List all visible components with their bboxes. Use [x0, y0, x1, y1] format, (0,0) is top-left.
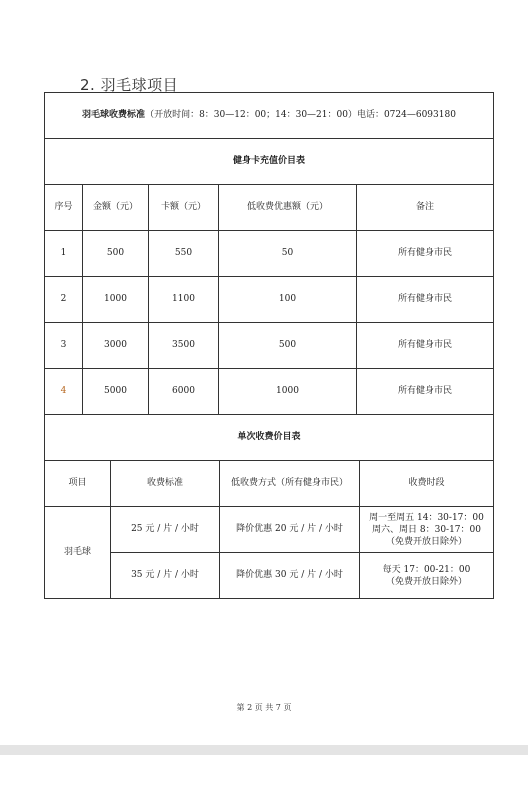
col-header-amount: 金额（元） [83, 185, 149, 231]
col-header-method: 低收费方式（所有健身市民） [220, 461, 360, 507]
fitness-card-table [44, 92, 494, 461]
row-no: 2 [45, 277, 83, 323]
charge-standard-header [45, 93, 494, 139]
table-row [45, 369, 494, 415]
row-discount: 1000 [219, 369, 357, 415]
row-amount: 500 [83, 231, 149, 277]
period-line: 每天 17：00-21：00 [382, 564, 471, 575]
table-row [45, 231, 494, 277]
row-no: 1 [45, 231, 83, 277]
next-page-top [0, 755, 528, 800]
row-note: 所有健身市民 [357, 369, 494, 415]
charge-standard: 35 元 / 片 / 小时 [111, 553, 220, 599]
col-header-card: 卡额（元） [149, 185, 219, 231]
charge-method: 降价优惠 20 元 / 片 / 小时 [220, 507, 360, 553]
row-card: 550 [149, 231, 219, 277]
page-separator [0, 745, 528, 755]
charge-method: 降价优惠 30 元 / 片 / 小时 [220, 553, 360, 599]
row-amount: 1000 [83, 277, 149, 323]
col-header-no: 序号 [45, 185, 83, 231]
charge-period [360, 507, 494, 553]
col-header-standard: 收费标准 [111, 461, 220, 507]
col-header-item: 项目 [45, 461, 111, 507]
table-row [45, 323, 494, 369]
table-row [45, 507, 494, 553]
period-line: （免费开放日除外） [385, 576, 467, 587]
row-discount: 50 [219, 231, 357, 277]
col-header-period: 收费时段 [360, 461, 494, 507]
table-row [45, 277, 494, 323]
single-charge-table [44, 460, 494, 599]
fitness-card-title: 健身卡充值价目表 [45, 139, 494, 185]
table-row [45, 553, 494, 599]
period-line: （免费开放日除外） [385, 536, 467, 547]
row-discount: 100 [219, 277, 357, 323]
row-amount: 3000 [83, 323, 149, 369]
period-line: 周六、周日 8：30-17：00 [372, 524, 481, 535]
row-note: 所有健身市民 [357, 277, 494, 323]
row-no: 3 [45, 323, 83, 369]
charge-period [360, 553, 494, 599]
period-line: 周一至周五 14：30-17：00 [369, 512, 484, 523]
charge-standard-title: 羽毛球收费标准 [82, 110, 146, 120]
row-card: 6000 [149, 369, 219, 415]
item-name: 羽毛球 [45, 507, 111, 599]
row-note: 所有健身市民 [357, 323, 494, 369]
row-card: 1100 [149, 277, 219, 323]
row-card: 3500 [149, 323, 219, 369]
col-header-note: 备注 [357, 185, 494, 231]
single-charge-title: 单次收费价目表 [45, 415, 494, 461]
charge-standard: 25 元 / 片 / 小时 [111, 507, 220, 553]
row-note: 所有健身市民 [357, 231, 494, 277]
col-header-discount: 低收费优惠额（元） [219, 185, 357, 231]
row-discount: 500 [219, 323, 357, 369]
page-number: 第 2 页 共 7 页 [236, 703, 292, 712]
row-no: 4 [45, 369, 83, 415]
opening-hours-phone: （开放时间：8：30—12：00；14：30—21：00）电话：0724—6093180 [145, 110, 456, 120]
row-amount: 5000 [83, 369, 149, 415]
section-title: 2. 羽毛球项目 [80, 76, 179, 94]
